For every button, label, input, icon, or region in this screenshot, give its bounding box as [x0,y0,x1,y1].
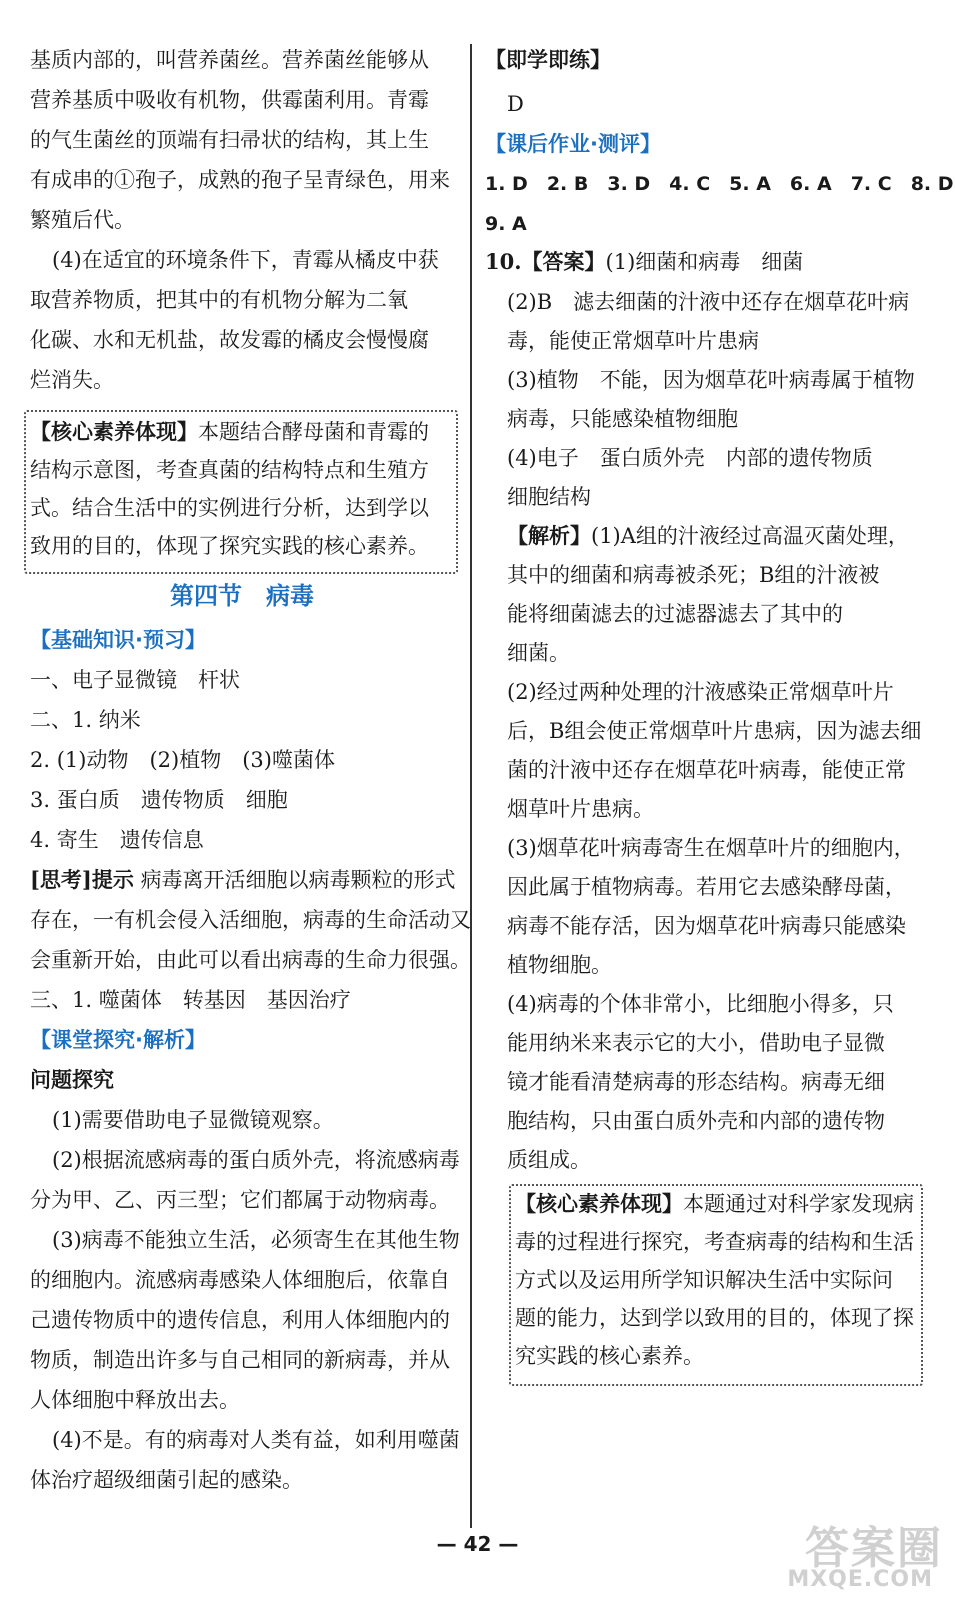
analysis-line: 因此属于植物病毒。若用它去感染酵母菌， [507,875,906,899]
page-number: — 42 — [436,1532,519,1556]
analysis-line: (2)经过两种处理的汁液感染正常烟草叶片 [507,680,894,704]
q10-first-line [485,248,803,276]
answers-row: 1. D 2. B 3. D 4. C 5. A 6. A 7. C 8. D [485,173,954,195]
analysis-line: 质组成。 [507,1148,591,1172]
core-literacy-line: 毒的过程进行探究，考查病毒的结构和生活 [515,1230,914,1254]
q10-answer-line: 细胞结构 [507,485,591,509]
analysis-line: 后，B组会使正常烟草叶片患病，因为滤去细 [507,719,922,743]
intro-line: 基质内部的，叫营养菌丝。营养菌丝能够从 [30,48,429,72]
homework-header: 【课后作业·测评】 [485,132,661,156]
analysis-tag: 【解析】 [507,523,591,548]
column-divider [470,44,472,1528]
think-text: 病毒离开活细胞以病毒颗粒的形式 [140,868,456,892]
explore-line: 人体细胞中释放出去。 [30,1388,240,1412]
think-hint: 提示 [91,867,134,892]
apply-line: 三、1. 噬菌体 转基因 基因治疗 [30,988,351,1012]
core-literacy-first-line [515,1190,914,1218]
intro-line: 繁殖后代。 [30,208,135,232]
analysis-first-line [507,522,909,550]
core-literacy-first-line [30,418,429,446]
explore-line: (3)病毒不能独立生活，必须寄生在其他生物 [52,1228,460,1252]
core-literacy-line: 致用的目的，体现了探究实践的核心素养。 [30,534,429,558]
core-literacy-line: 方式以及运用所学知识解决生活中实际问 [515,1268,893,1292]
q10-answer-line: (4)电子 蛋白质外壳 内部的遗传物质 [507,446,873,470]
explore-title: 问题探究 [30,1067,114,1092]
practice-answer: D [507,92,524,116]
para4-line: 烂消失。 [30,368,114,392]
analysis-line: 菌的汁液中还存在烟草花叶病毒，能使正常 [507,758,906,782]
watermark-logo [783,1512,943,1592]
analysis-line: 植物细胞。 [507,953,612,977]
watermark-bottom: MXQE.COM [787,1567,933,1592]
intro-line: 有成串的①孢子，成熟的孢子呈青绿色，用来 [30,168,450,192]
explore-line: 的细胞内。流感病毒感染人体细胞后，依靠自 [30,1268,450,1292]
core-literacy-line: 结构示意图，考查真菌的结构特点和生殖方 [30,458,429,482]
think-line: 会重新开始，由此可以看出病毒的生命力很强。 [30,948,471,972]
analysis-line: (4)病毒的个体非常小，比细胞小得多，只 [507,992,894,1016]
explore-line: 体治疗超级细菌引起的感染。 [30,1468,303,1492]
para4-line: (4)在适宜的环境条件下，青霉从橘皮中获 [52,248,439,272]
explore-line: 己遗传物质中的遗传信息，利用人体细胞内的 [30,1308,450,1332]
core-literacy-line: 题的能力，达到学以致用的目的，体现了探 [515,1306,914,1330]
analysis-line: 镜才能看清楚病毒的形态结构。病毒无细 [507,1070,885,1094]
q10-number: 10. [485,249,522,274]
answers-row: 9. A [485,213,527,235]
class-explore-header: 【课堂探究·解析】 [30,1028,206,1052]
think-line: 存在，一有机会侵入活细胞，病毒的生命活动又 [30,908,471,932]
core-literacy-text: 本题通过对科学家发现病 [683,1192,914,1216]
analysis-line: 胞结构，只由蛋白质外壳和内部的遗传物 [507,1109,885,1133]
practice-header: 【即学即练】 [485,47,611,72]
think-first-line [30,866,456,894]
para4-line: 化碳、水和无机盐，故发霉的橘皮会慢慢腐 [30,328,429,352]
core-literacy-line: 究实践的核心素养。 [515,1344,704,1368]
basic-answer-line: 4. 寄生 遗传信息 [30,828,204,852]
q10-answer-line: (2)B 滤去细菌的汁液中还存在烟草花叶病 [507,290,910,314]
think-tag: [思考] [30,867,92,892]
basic-answer-line: 2. (1)动物 (2)植物 (3)噬菌体 [30,748,335,772]
analysis-line: (3)烟草花叶病毒寄生在烟草叶片的细胞内， [507,836,915,860]
q10-answer-line: 毒，能使正常烟草叶片患病 [507,329,759,353]
watermark-top: 答案圈 [805,1523,943,1574]
analysis-line: 能将细菌滤去的过滤器滤去了其中的 [507,602,843,626]
core-literacy-tag: 【核心素养体现】 [30,419,198,444]
basic-answer-line: 二、1. 纳米 [30,708,141,732]
explore-line: (4)不是。有的病毒对人类有益，如利用噬菌 [52,1428,460,1452]
core-literacy-text: 本题结合酵母菌和青霉的 [198,420,429,444]
explore-line: 物质，制造出许多与自己相同的新病毒，并从 [30,1348,450,1372]
explore-line: (2)根据流感病毒的蛋白质外壳，将流感病毒 [52,1148,460,1172]
core-literacy-tag: 【核心素养体现】 [515,1191,683,1216]
intro-line: 营养基质中吸收有机物，供霉菌利用。青霉 [30,88,429,112]
intro-line: 的气生菌丝的顶端有扫帚状的结构，其上生 [30,128,429,152]
analysis-line: 细菌。 [507,641,570,665]
analysis-line: 病毒不能存活，因为烟草花叶病毒只能感染 [507,914,906,938]
explore-line: (1)需要借助电子显微镜观察。 [52,1108,334,1132]
para4-line: 取营养物质，把其中的有机物分解为二氧 [30,288,408,312]
analysis-text: (1)A组的汁液经过高温灭菌处理， [591,524,909,548]
analysis-line: 能用纳米来表示它的大小，借助电子显微 [507,1031,885,1055]
section-title: 第四节 病毒 [170,581,314,610]
explore-line: 分为甲、乙、丙三型；它们都属于动物病毒。 [30,1188,450,1212]
basic-knowledge-header: 【基础知识·预习】 [30,628,206,652]
basic-answer-line: 3. 蛋白质 遗传物质 细胞 [30,788,288,812]
analysis-line: 其中的细菌和病毒被杀死；B组的汁液被 [507,563,880,587]
core-literacy-line: 式。结合生活中的实例进行分析，达到学以 [30,496,429,520]
q10-answer-line: 病毒，只能感染植物细胞 [507,407,738,431]
q10-answer-line: (3)植物 不能，因为烟草花叶病毒属于植物 [507,368,915,392]
q10-answer-text: (1)细菌和病毒 细菌 [605,250,804,274]
answer-tag: 【答案】 [521,249,606,274]
analysis-line: 烟草叶片患病。 [507,797,654,821]
basic-answer-line: 一、电子显微镜 杆状 [30,668,240,692]
